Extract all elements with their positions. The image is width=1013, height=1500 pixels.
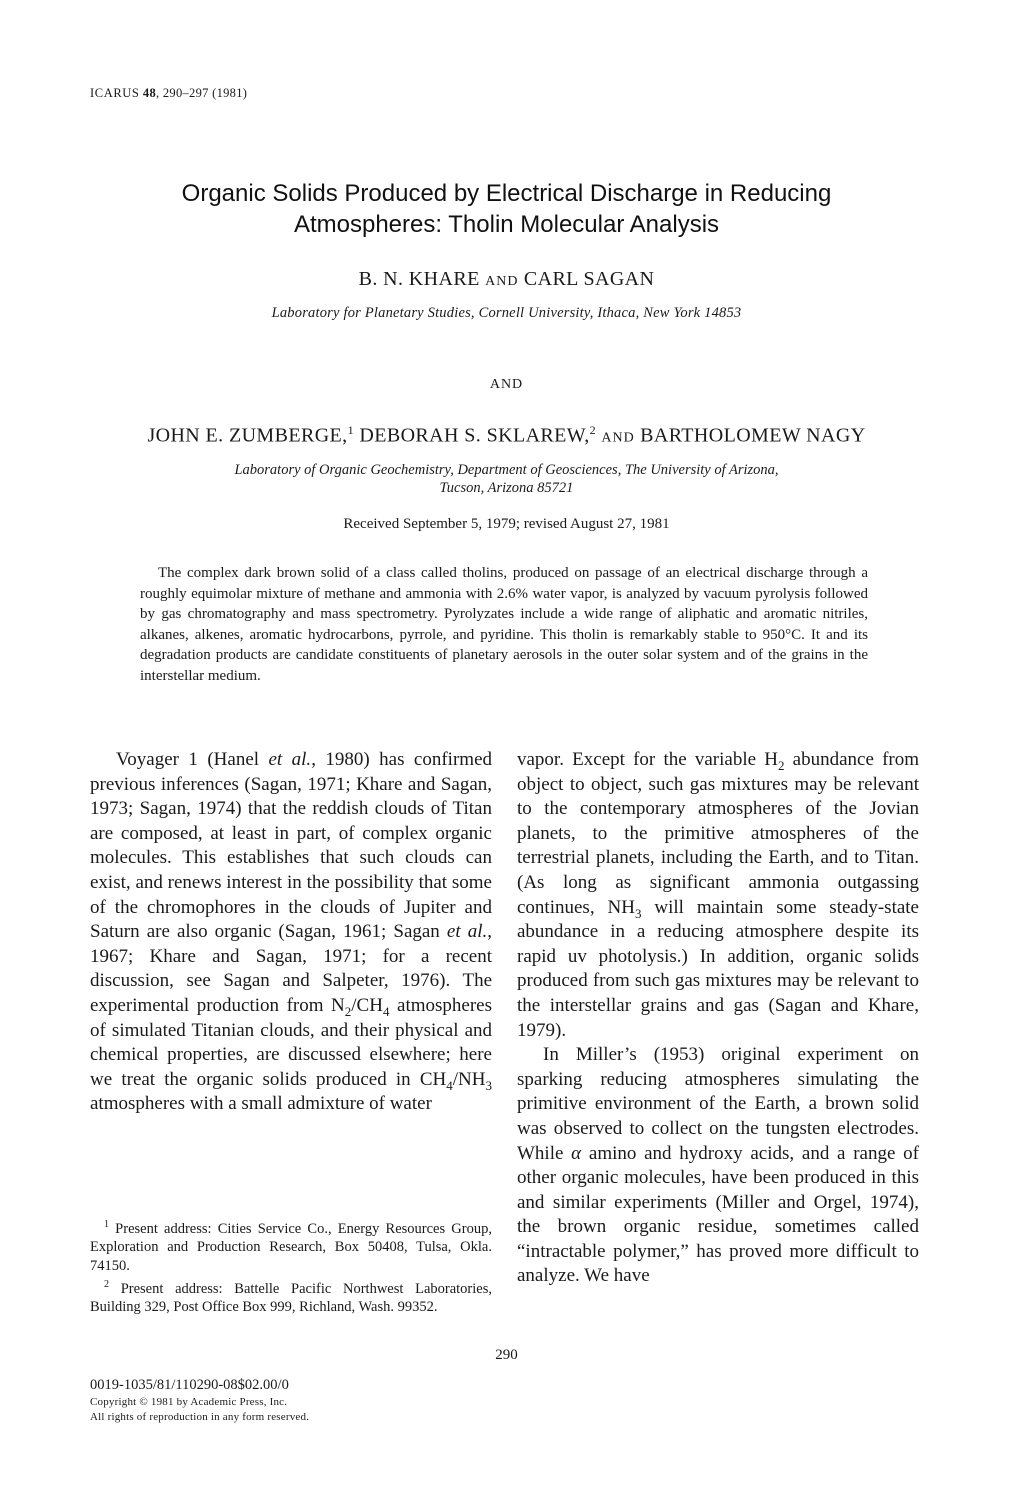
footnote-mark: 1 (104, 1219, 109, 1230)
copyright-block (90, 1375, 309, 1425)
authors-group-2 (0, 423, 1013, 448)
journal-pages-year: , 290–297 (1981) (156, 86, 248, 100)
body-text: abundance from object to object, such gas mixtures may be relevant to the contemporary atmospheres of the Jovian planets, to the primitive atmospheres of the terrestrial planets, including the Earth, and to Titan. (As long as significant ammonia outgassing continues, NH (517, 749, 920, 918)
author-zumberge: JOHN E. ZUMBERGE, (147, 424, 348, 447)
rights-line: All rights of reproduction in any form reserved. (90, 1411, 310, 1423)
journal-name: ICARUS (90, 86, 140, 100)
author-nagy: BARTHOLOMEW NAGY (640, 424, 866, 447)
footnote-1 (90, 1216, 492, 1276)
body-text: amino and hydroxy acids, and a range of other organic molecules, have been produced in this and similar experiments (Miller and Orgel, 1974), the brown organic residue, sometimes called “intractable polymer,” has proved more difficult to analyze. We have (517, 1142, 919, 1287)
body-text: will maintain some steady-state abundance in a reducing atmosphere despite its rapid uv photolysis.) In addition, organic solids produced from such gas mixtures may be relevant to the interstellar grains and gas (Sagan and Khare, 1979). (517, 896, 919, 1041)
journal-volume: 48 (142, 86, 156, 100)
body-subscript: 2 (777, 757, 785, 773)
body-subscript: 4 (446, 1077, 453, 1093)
authors-group-1 (0, 268, 1013, 291)
affiliation-1: Laboratory for Planetary Studies, Cornell University, Ithaca, New York 14853 (271, 305, 742, 321)
body-text: , 1967; Khare and Sagan, 1971; for a recent discussion, see Sagan and Salpeter, 1976). The experimental production from N (90, 921, 492, 1016)
author-sklarew: DEBORAH S. SKLAREW, (359, 424, 590, 447)
body-text: , 1980) has confirmed previous inferences (Sagan, 1971; Khare and Sagan, 1973; Sagan, 1974) that the reddish clouds of Titan are composed, at least in part, of complex organic molecules. This establishes that such clouds can exist, and renews interest in the possibility that some of the chromophores in the clouds of Jupiter and Saturn are also organic (Sagan, 1961; Sagan (90, 749, 492, 943)
body-text: atmospheres of simulated Titanian clouds, and their physical and chemical properties, are discussed elsewhere; here we treat the organic solids produced in CH (90, 994, 492, 1090)
body-subscript: 4 (382, 1003, 390, 1019)
body-paragraph (90, 748, 492, 1117)
affiliation-2-line-1: Laboratory of Organic Geochemistry, Department of Geosciences, The University of Arizona, (234, 462, 779, 478)
body-italic: et al. (446, 921, 488, 943)
footnotes (90, 1216, 492, 1317)
copyright-line: Copyright © 1981 by Academic Press, Inc. (90, 1396, 288, 1408)
footnote-ref-2: 2 (589, 423, 597, 437)
body-subscript: 3 (485, 1077, 492, 1093)
affiliation-2-line-2: Tucson, Arizona 85721 (439, 480, 574, 496)
author-sagan: CARL SAGAN (523, 268, 655, 290)
article-title (0, 178, 1013, 240)
received-dates: Received September 5, 1979; revised August 27, 1981 (343, 516, 670, 532)
body-italic: et al. (268, 749, 312, 770)
body-subscript: 3 (634, 905, 642, 921)
body-text: atmospheres with a small admixture of water (90, 1093, 432, 1115)
footnote-2 (90, 1276, 492, 1317)
and-separator: AND (489, 377, 524, 392)
title-line-2: Atmospheres: Tholin Molecular Analysis (293, 211, 720, 238)
body-paragraph (517, 1043, 919, 1289)
affiliation-2 (0, 461, 1013, 497)
abstract: The complex dark brown solid of a class called tholins, produced on passage of an electrical discharge through a roughly equimolar mixture of methane and ammonia with 2.6% water vapor, is analyzed by vacuum pyrolysis followed by gas chromatography and mass spectrometry. Pyrolyzates include a wide range of aliphatic and aromatic nitriles, alkanes, alkenes, aromatic hydrocarbons, pyrrole, and pyridine. This tholin is remarkably stable to 950°C. It and its degradation products are candidate constituents of planetary aerosols in the outer solar system and of the grains in the interstellar medium. (140, 565, 868, 684)
body-italic: α (571, 1142, 582, 1164)
footnote-text: Present address: Battelle Pacific Northwest Laboratories, Building 329, Post Office Box 999, Richland, Wash. 99352. (90, 1280, 492, 1316)
page-number: 290 (495, 1347, 518, 1363)
body-column-left (90, 748, 492, 1117)
footnote-text: Present address: Cities Service Co., Energy Resources Group, Exploration and Production Research, Box 50408, Tulsa, Okla. 74150. (90, 1220, 492, 1275)
body-column-right (517, 748, 919, 1289)
body-subscript: 2 (344, 1003, 352, 1019)
authors-and: AND (485, 274, 519, 289)
authors-and-2: AND (601, 430, 635, 446)
journal-citation (90, 86, 247, 101)
body-text: /CH (351, 994, 383, 1016)
footnote-ref-1: 1 (347, 423, 354, 437)
footnote-mark: 2 (104, 1278, 109, 1290)
body-text: /NH (452, 1068, 486, 1090)
body-text: vapor. Except for the variable H (517, 749, 778, 770)
author-khare: B. N. KHARE (358, 268, 480, 290)
body-paragraph (517, 748, 919, 1043)
body-text: Voyager 1 (Hanel (116, 749, 269, 770)
title-line-1: Organic Solids Produced by Electrical Discharge in Reducing (181, 180, 832, 207)
article-code: 0019-1035/81/110290-08$02.00/0 (90, 1377, 289, 1393)
body-text: In Miller’s (1953) original experiment on sparking reducing atmospheres simulating the primitive environment of the Earth, a brown solid was observed to collect on the tungsten electrodes. While (517, 1044, 919, 1164)
